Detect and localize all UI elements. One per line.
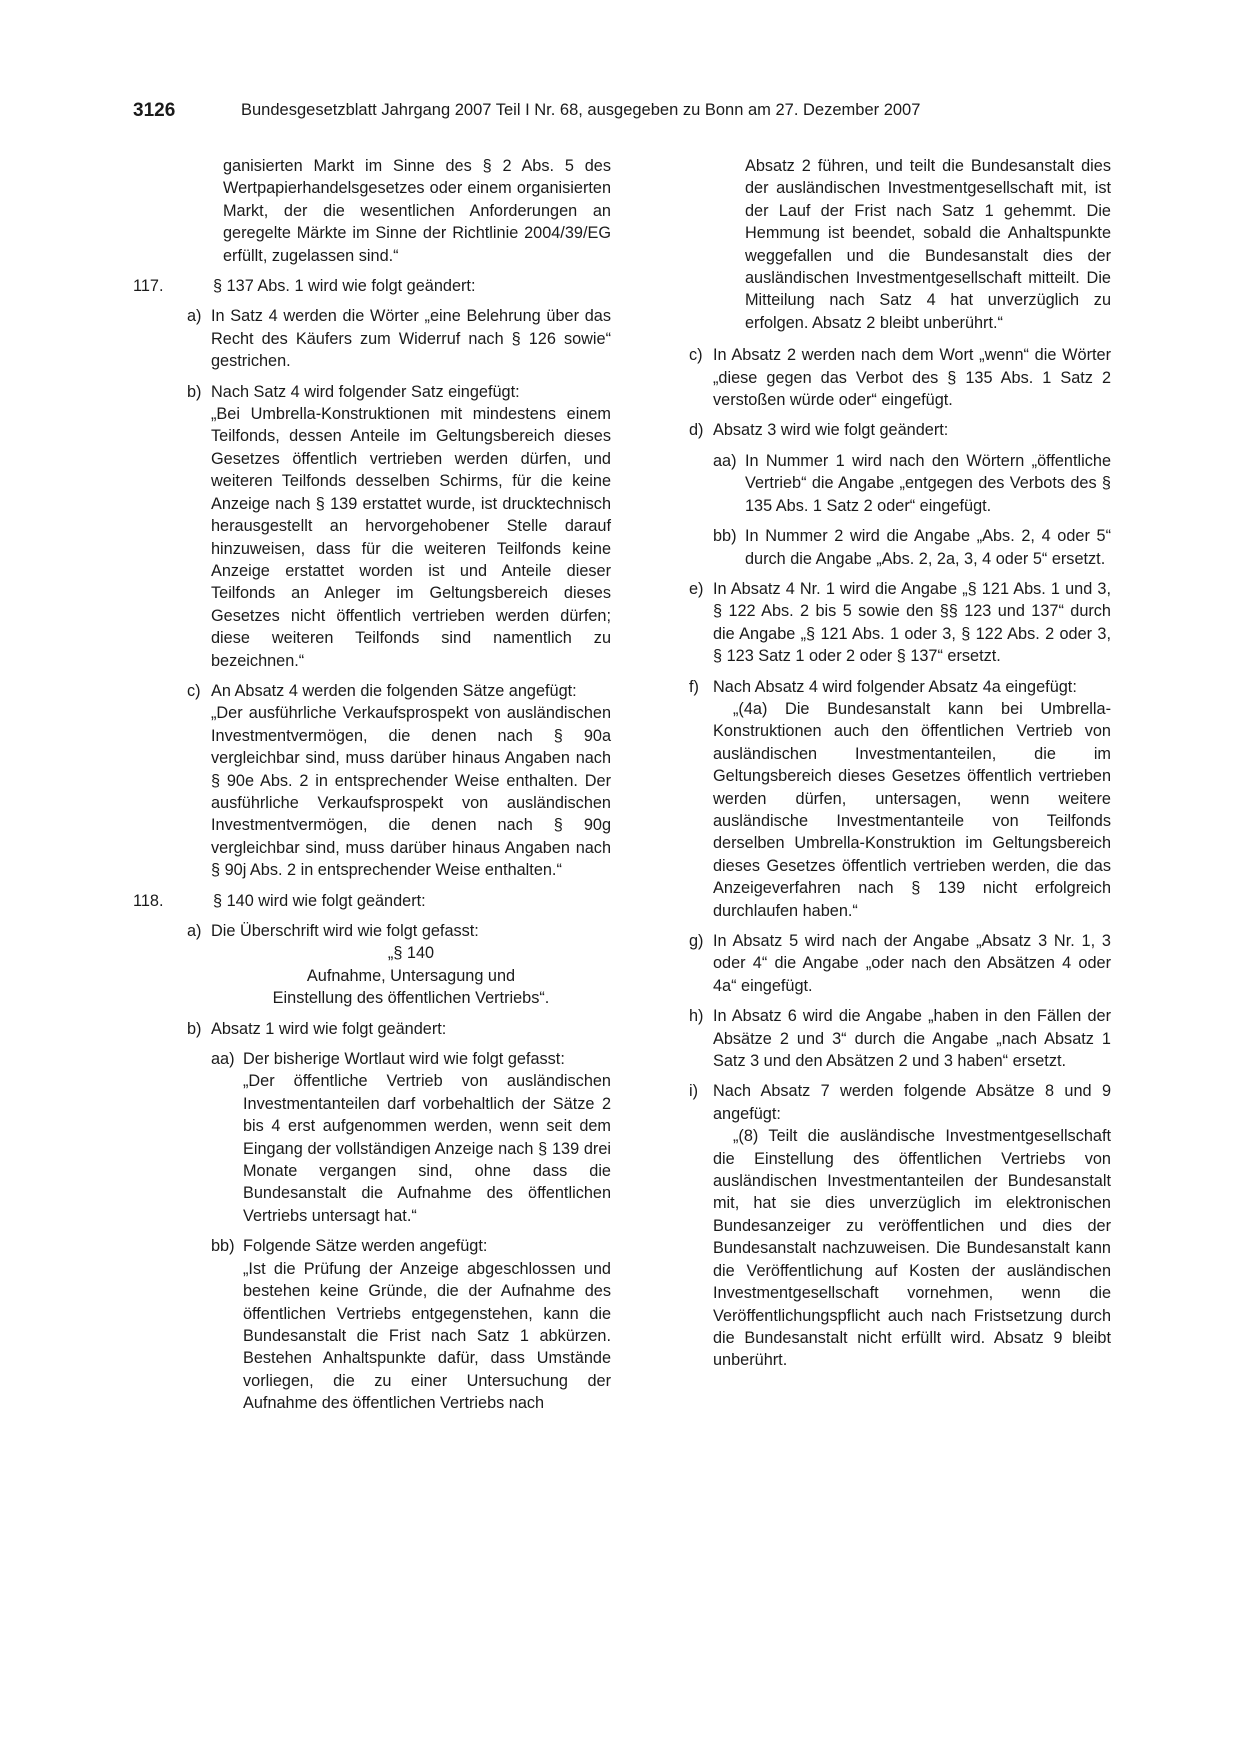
quoted-text: „Der ausführliche Verkaufsprospekt von ausländischen Investmentvermögen, die denen nach § 90a vergleichbar sind, muss darüber hinaus Angaben nach § 90e Abs. 2 in entsprechender Weise enthalten. Der ausführliche Verkaufsprospekt von ausländischen Investmentvermögen, die denen nach § 90g vergleichbar sind, muss darüber hinaus Angaben nach § 90j Abs. 2 in entsprechender Weise enthalten.“	[211, 704, 611, 880]
subsubitem-text: In Nummer 2 wird die Angabe „Abs. 2, 4 oder 5“ durch die Angabe „Abs. 2, 2a, 3, 4 oder 5“ ersetzt.	[745, 527, 1111, 568]
page-header	[133, 100, 1113, 124]
section-heading-number: „§ 140	[387, 944, 435, 963]
quoted-text: „(4a) Die Bundesanstalt kann bei Umbrella-Konstruktionen auch den öffentlichen Vertrieb von ausländischen Investmentanteilen, die im Geltungsbereich dieses Gesetzes öffentlich vertrieben werden dürfen, untersagen, wenn weitere ausländische Investmentanteile von Teilfonds derselben Umbrella-Konstruktion im Geltungsbereich dieses Gesetzes öffentlich vertrieben werden, die das Anzeigeverfahren nach § 139 nicht erfolgreich durchlaufen haben.“	[713, 699, 1111, 920]
subitem-text: Nach Satz 4 wird folgender Satz eingefügt:	[211, 382, 520, 401]
subitem-c	[187, 680, 611, 882]
subitem-text: Absatz 3 wird wie folgt geändert:	[713, 421, 949, 440]
subitem-label: g)	[689, 932, 704, 950]
subitem-label: i)	[689, 1082, 699, 1101]
subitem-text: In Absatz 6 wird die Angabe „haben in den Fällen der Absätze 2 und 3“ durch die Angabe „nach Absatz 1 Satz 3 und den Absätzen 2 und 3 haben“ ersetzt.	[713, 1007, 1111, 1071]
quoted-text: „Bei Umbrella-Konstruktionen mit mindestens einem Teilfonds, dessen Anteile im Geltungsbereich dieses Gesetzes öffentlich vertrieben werden dürfen, und weiteren Teilfonds desselben Schirms, für die keine Anzeige nach § 139 erstattet wurde, ist drucktechnisch herausgestellt an hervorgehobener Stelle darauf hinzuweisen, dass für die weiteren Teilfonds keine Anzeige erstattet worden ist und Anteile dieser Teilfonds an Anleger im Geltungsbereich dieses Gesetzes nicht öffentlich vertrieben werden dürfen; diese weiteren Teilfonds sind namentlich zu bezeichnen.“	[211, 405, 611, 670]
subitem-label: c)	[187, 681, 201, 700]
subsubitem-text: In Nummer 1 wird nach den Wörtern „öffentliche Vertrieb“ die Angabe „entgegen des Verbots des § 135 Abs. 1 Satz 2 oder“ eingefügt.	[745, 451, 1111, 515]
subitem-b	[187, 1018, 611, 1415]
quoted-text: „Ist die Prüfung der Anzeige abgeschlossen und bestehen keine Gründe, die der Aufnahme des öffentlichen Vertriebs entgegenstehen, kann die Bundesanstalt die Frist nach Satz 1 abkürzen. Bestehen Anhaltspunkte dafür, dass Umstände vorliegen, die zu einer Untersuchung der Aufnahme des öffentlichen Vertriebs nach	[243, 1259, 611, 1413]
subitem-i	[689, 1080, 1111, 1371]
quoted-text: „Der öffentliche Vertrieb von ausländischen Investmentanteilen darf vorbehaltlich der Sätze 2 bis 4 erst aufgenommen werden, wenn seit dem Eingang der vollständigen Anzeige nach § 139 drei Monate vergangen sind, ohne dass die Bundesanstalt die Aufnahme des öffentlichen Vertriebs untersagt hat.“	[243, 1072, 611, 1225]
section-heading-line: Einstellung des öffentlichen Vertriebs“.	[272, 989, 550, 1008]
subitem-text: Absatz 1 wird wie folgt geändert:	[211, 1019, 447, 1038]
item-118	[133, 890, 611, 1415]
subitem-text: Die Überschrift wird wie folgt gefasst:	[211, 922, 479, 940]
left-column	[133, 155, 611, 1415]
continuation-text: ganisierten Markt im Sinne des § 2 Abs. 5 des Wertpapierhandelsgesetzes oder einem organisierten Markt, der die wesentlichen Anforderungen an geregelte Märkte im Sinne der Richtlinie 2004/39/EG erfüllt, zugelassen sind.“	[223, 157, 611, 265]
continuation-block	[689, 155, 1111, 334]
right-column	[689, 155, 1111, 1372]
subsubitem-label: aa)	[211, 1050, 235, 1069]
subitem-text: In Satz 4 werden die Wörter „eine Belehrung über das Recht des Käufers zum Widerruf nach § 126 sowie“ gestrichen.	[211, 307, 611, 371]
subitem-label: c)	[689, 346, 703, 365]
subitem-text: Nach Absatz 7 werden folgende Absätze 8 und 9 angefügt:	[713, 1082, 1111, 1123]
subsubitem-text: Der bisherige Wortlaut wird wie folgt gefasst:	[243, 1050, 565, 1069]
subitem-text: In Absatz 2 werden nach dem Wort „wenn“ die Wörter „diese gegen das Verbot des § 135 Abs. 1 Satz 2 verstoßen würde oder“ eingefügt.	[713, 346, 1111, 410]
subsubitem-label: aa)	[713, 451, 737, 470]
subitem-text: In Absatz 4 Nr. 1 wird die Angabe „§ 121 Abs. 1 und 3, § 122 Abs. 2 bis 5 sowie den §§ 123 und 137“ durch die Angabe „§ 121 Abs. 1 oder 3, § 122 Abs. 2 oder 3, § 123 Satz 1 oder 2 oder § 137“ ersetzt.	[713, 579, 1111, 666]
item-117	[133, 275, 611, 882]
subitem-label: a)	[187, 307, 202, 326]
item-number: 118.	[133, 891, 164, 910]
subsubitem-text: Folgende Sätze werden angefügt:	[243, 1237, 488, 1256]
subitem-e	[689, 578, 1111, 668]
subsubitem-label: bb)	[713, 527, 737, 546]
subitem-text: In Absatz 5 wird nach der Angabe „Absatz 3 Nr. 1, 3 oder 4“ die Angabe „oder nach den Absätzen 4 oder 4a“ eingefügt.	[713, 932, 1111, 995]
continuation-text: Absatz 2 führen, und teilt die Bundesanstalt dies der ausländischen Investmentgesellschaft mit, ist der Lauf der Frist nach Satz 1 gehemmt. Die Hemmung ist beendet, sobald die Anhaltspunkte weggefallen und die Bundesanstalt dies der ausländischen Investmentgesellschaft mitteilt. Die Mitteilung nach Satz 4 hat unverzüglich zu erfolgen. Absatz 2 bleibt unberührt.“	[745, 157, 1111, 332]
subsubitem-aa	[211, 1048, 611, 1227]
subitem-h	[689, 1005, 1111, 1072]
subsubitem-label: bb)	[211, 1237, 235, 1256]
page-number: 3126	[133, 100, 176, 121]
subitem-label: b)	[187, 382, 202, 401]
subitem-label: b)	[187, 1019, 202, 1038]
item-text: § 137 Abs. 1 wird wie folgt geändert:	[213, 277, 476, 296]
subitem-c	[689, 344, 1111, 411]
subitem-text: An Absatz 4 werden die folgenden Sätze angefügt:	[211, 681, 577, 700]
subitem-a	[187, 920, 611, 1010]
subsubitem-bb	[713, 525, 1111, 570]
header-title: Bundesgesetzblatt Jahrgang 2007 Teil I Nr. 68, ausgegeben zu Bonn am 27. Dezember 2007	[241, 101, 921, 119]
subitem-label: e)	[689, 579, 704, 598]
item-text: § 140 wird wie folgt geändert:	[213, 891, 426, 910]
continuation-block	[133, 155, 611, 267]
subitem-label: a)	[187, 922, 202, 940]
subitem-text: Nach Absatz 4 wird folgender Absatz 4a eingefügt:	[713, 677, 1077, 696]
quoted-text: „(8) Teilt die ausländische Investmentgesellschaft die Einstellung des öffentlichen Vertriebs von ausländischen Investmentanteilen der Bundesanstalt mit, hat sie dies unverzüglich im elektronischen Bundesanzeiger zu veröffentlichen und dies der Bundesanstalt nachzuweisen. Die Bundesanstalt kann die Veröffentlichung auf Kosten der ausländischen Investmentgesellschaft vornehmen, wenn die Veröffentlichungspflicht auch nach Fristsetzung durch die Bundesanstalt nicht erfüllt wird. Absatz 9 bleibt unberührt.	[713, 1127, 1111, 1370]
subitem-g	[689, 930, 1111, 997]
subitem-a	[187, 305, 611, 372]
section-heading-line: Aufnahme, Untersagung und	[306, 966, 516, 985]
subitem-label: d)	[689, 421, 704, 440]
subsubitem-bb	[211, 1235, 611, 1414]
subitem-label: f)	[689, 677, 699, 696]
item-number: 117.	[133, 277, 164, 296]
subitem-b	[187, 381, 611, 672]
subitem-label: h)	[689, 1007, 704, 1026]
subitem-f	[689, 676, 1111, 922]
subsubitem-aa	[713, 450, 1111, 517]
subitem-d	[689, 419, 1111, 569]
